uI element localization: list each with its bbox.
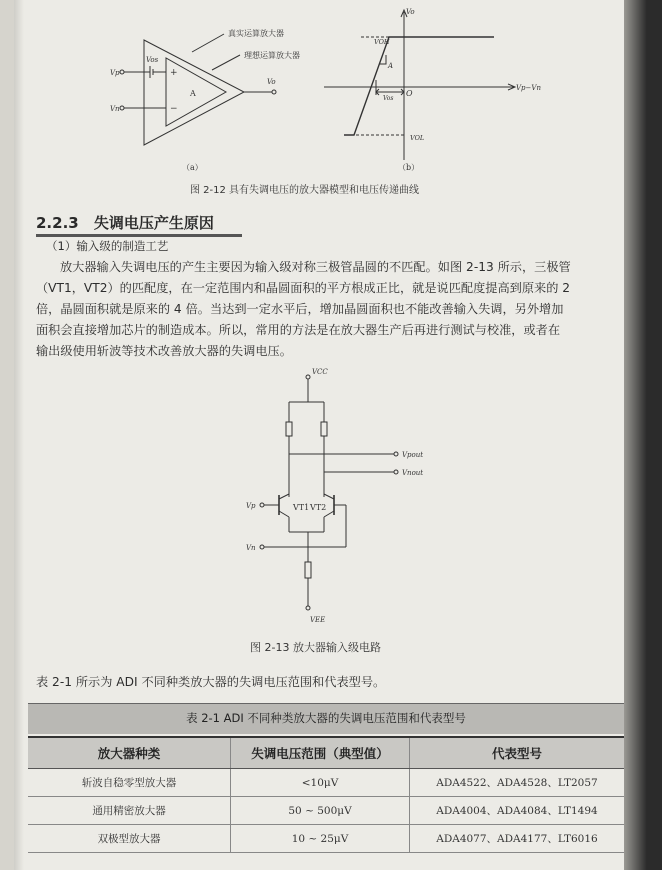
col-header-amp-type: 放大器种类	[28, 737, 231, 769]
vn-input-label: Vn	[246, 544, 256, 552]
real-opamp-label: 真实运算放大器	[228, 29, 284, 38]
cell-offset-range: <10μV	[231, 769, 410, 797]
vpout-terminal	[394, 452, 398, 456]
resistor-r2	[321, 422, 327, 436]
cell-offset-range: 50 ~ 500μV	[231, 797, 410, 825]
vp-label: Vp	[110, 69, 120, 77]
figure-2-12-caption: 图 2-12 具有失调电压的放大器模型和电压传递曲线	[190, 185, 420, 196]
col-header-models: 代表型号	[409, 737, 624, 769]
table-caption: 表 2-1 ADI 不同种类放大器的失调电压范围和代表型号	[186, 711, 466, 725]
slope-label: A	[388, 62, 394, 70]
table-row	[28, 825, 624, 853]
table-header-row	[28, 737, 624, 769]
vnout-terminal	[394, 470, 398, 474]
vp-input-label: Vp	[246, 502, 256, 510]
paragraph-1-line: 面积会直接增加芯片的制造成本。所以，常用的方法是在放大器生产后再进行测试与校准，或者在	[36, 323, 561, 337]
vn-terminal	[260, 545, 264, 549]
graph-vo-label: Vo	[406, 8, 415, 16]
cell-amp-type: 双极型放大器	[28, 825, 231, 853]
cell-amp-type: 通用精密放大器	[28, 797, 231, 825]
vee-terminal	[306, 606, 310, 610]
cell-models: ADA4004、ADA4084、LT1494	[409, 797, 624, 825]
vee-label: VEE	[310, 616, 326, 624]
resistor-r1	[286, 422, 292, 436]
vpout-label: Vpout	[402, 451, 424, 459]
vt1-label: VT1	[293, 503, 310, 512]
table-row	[28, 797, 624, 825]
transfer-curve	[344, 37, 494, 135]
subfigure-b-label: （b）	[398, 163, 420, 172]
x-axis-label: Vp−Vn	[516, 84, 541, 92]
ideal-opamp-label: 理想运算放大器	[244, 51, 300, 60]
voh-label: VOH	[374, 38, 390, 46]
figure-2-13-circuit	[224, 362, 424, 632]
subfigure-a-label: （a）	[182, 163, 203, 172]
section-number: 2.2.3	[36, 214, 79, 232]
offset-voltage-table	[28, 736, 624, 853]
paragraph-1-line: （VT1，VT2）的匹配度，在一定范围内和晶圆面积的平方根成正比，就是说匹配度提高到原来的 2	[36, 281, 571, 295]
paragraph-2: 表 2-1 所示为 ADI 不同种类放大器的失调电压范围和代表型号。	[36, 675, 386, 689]
vp-terminal	[260, 503, 264, 507]
col-header-offset-range: 失调电压范围（典型值）	[231, 737, 410, 769]
tail-resistor	[305, 562, 311, 578]
vt2-label: VT2	[310, 503, 327, 512]
graph-vos-label: Vos	[383, 95, 394, 102]
paragraph-1-line: 放大器输入失调电压的产生主要因为输入级对称三极管晶圆的不匹配。如图 2-13 所示，三极管	[60, 260, 571, 274]
figure-2-12a-opamp-model	[104, 0, 324, 175]
vnout-label: Vnout	[402, 469, 424, 477]
cell-models: ADA4522、ADA4528、LT2057	[409, 769, 624, 797]
minus-sign: −	[170, 104, 178, 114]
cell-amp-type: 斩波自稳零型放大器	[28, 769, 231, 797]
cell-offset-range: 10 ~ 25μV	[231, 825, 410, 853]
paragraph-1-line: 输出级使用斩波等技术改善放大器的失调电压。	[36, 344, 292, 358]
figure-2-13-caption: 图 2-13 放大器输入级电路	[250, 641, 381, 654]
figure-2-12b-transfer-curve	[314, 0, 554, 175]
section-heading	[36, 212, 242, 237]
vo-label: Vo	[267, 78, 276, 86]
vos-label: Vos	[146, 56, 159, 64]
vn-label: Vn	[110, 105, 120, 113]
origin-label: O	[406, 89, 413, 98]
book-page	[14, 0, 624, 870]
subheading: （1）输入级的制造工艺	[46, 239, 169, 253]
background-edge	[624, 0, 662, 870]
table-row	[28, 769, 624, 797]
vol-label: VOL	[410, 134, 425, 142]
previous-page-edge	[0, 0, 14, 870]
vcc-terminal	[306, 375, 310, 379]
plus-sign: +	[170, 68, 178, 78]
vcc-label: VCC	[312, 368, 328, 376]
paragraph-1-line: 倍，晶圆面积就是原来的 4 倍。当达到一定水平后，增加晶圆面积也不能改善输入失调，另外增加	[36, 302, 564, 316]
section-title: 失调电压产生原因	[93, 214, 214, 232]
gain-a-label: A	[190, 89, 196, 98]
cell-models: ADA4077、ADA4177、LT6016	[409, 825, 624, 853]
table-caption-bar	[28, 703, 624, 734]
